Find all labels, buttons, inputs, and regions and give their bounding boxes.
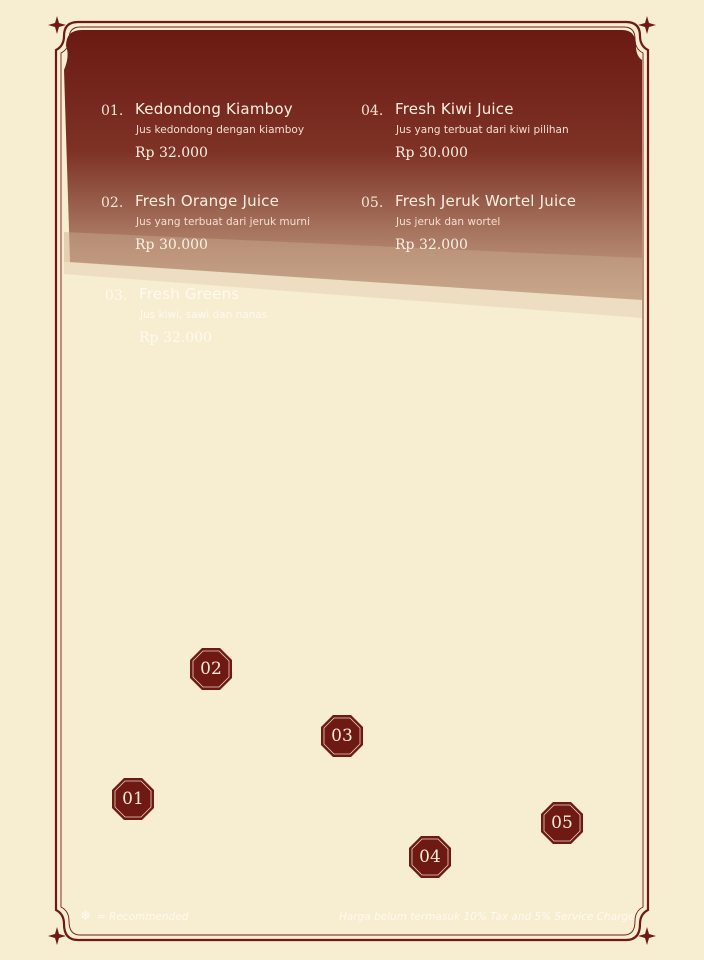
number-badge xyxy=(188,646,234,692)
number-badge xyxy=(407,834,453,880)
item-price: Rp 30.000 xyxy=(135,237,208,253)
item-name: Kedondong Kiamboy xyxy=(135,100,293,118)
item-description: Jus yang terbuat dari jeruk murni xyxy=(136,216,310,228)
number-badge xyxy=(539,800,585,846)
item-description: Jus kedondong dengan kiamboy xyxy=(136,124,305,136)
item-number: 04. xyxy=(361,103,384,119)
badge-label: 03 xyxy=(331,726,353,746)
item-number: 02. xyxy=(101,195,124,211)
recommended-legend xyxy=(80,909,188,924)
recommended-label: = Recommended xyxy=(96,911,189,923)
item-description: Jus jeruk dan wortel xyxy=(396,216,501,228)
tax-note: Harga belum termasuk 10% Tax and 5% Service Charge xyxy=(339,911,635,923)
item-price: Rp 32.000 xyxy=(139,330,212,346)
item-number: 03. xyxy=(105,288,128,304)
snowflake-icon: ❄ xyxy=(80,909,91,924)
corner-star-icon xyxy=(638,927,656,945)
item-number: 01. xyxy=(101,103,124,119)
item-price: Rp 32.000 xyxy=(135,145,208,161)
number-badge xyxy=(110,776,156,822)
corner-star-icon xyxy=(48,927,66,945)
item-price: Rp 30.000 xyxy=(395,145,468,161)
corner-star-icon xyxy=(638,16,656,34)
badge-label: 05 xyxy=(551,813,573,833)
item-name: Fresh Orange Juice xyxy=(135,192,280,210)
corner-star-icon xyxy=(48,16,66,34)
item-name: Fresh Jeruk Wortel Juice xyxy=(395,192,577,210)
item-number: 05. xyxy=(361,195,384,211)
badge-label: 04 xyxy=(419,847,441,867)
item-price: Rp 32.000 xyxy=(395,237,468,253)
item-description: Jus yang terbuat dari kiwi pilihan xyxy=(396,124,569,136)
item-name: Fresh Kiwi Juice xyxy=(395,100,514,118)
item-name: Fresh Greens xyxy=(139,285,240,303)
badge-label: 01 xyxy=(122,789,144,809)
number-badge xyxy=(319,713,365,759)
item-description: Jus kiwi, sawi dan nanas xyxy=(140,309,268,321)
badge-label: 02 xyxy=(200,659,222,679)
